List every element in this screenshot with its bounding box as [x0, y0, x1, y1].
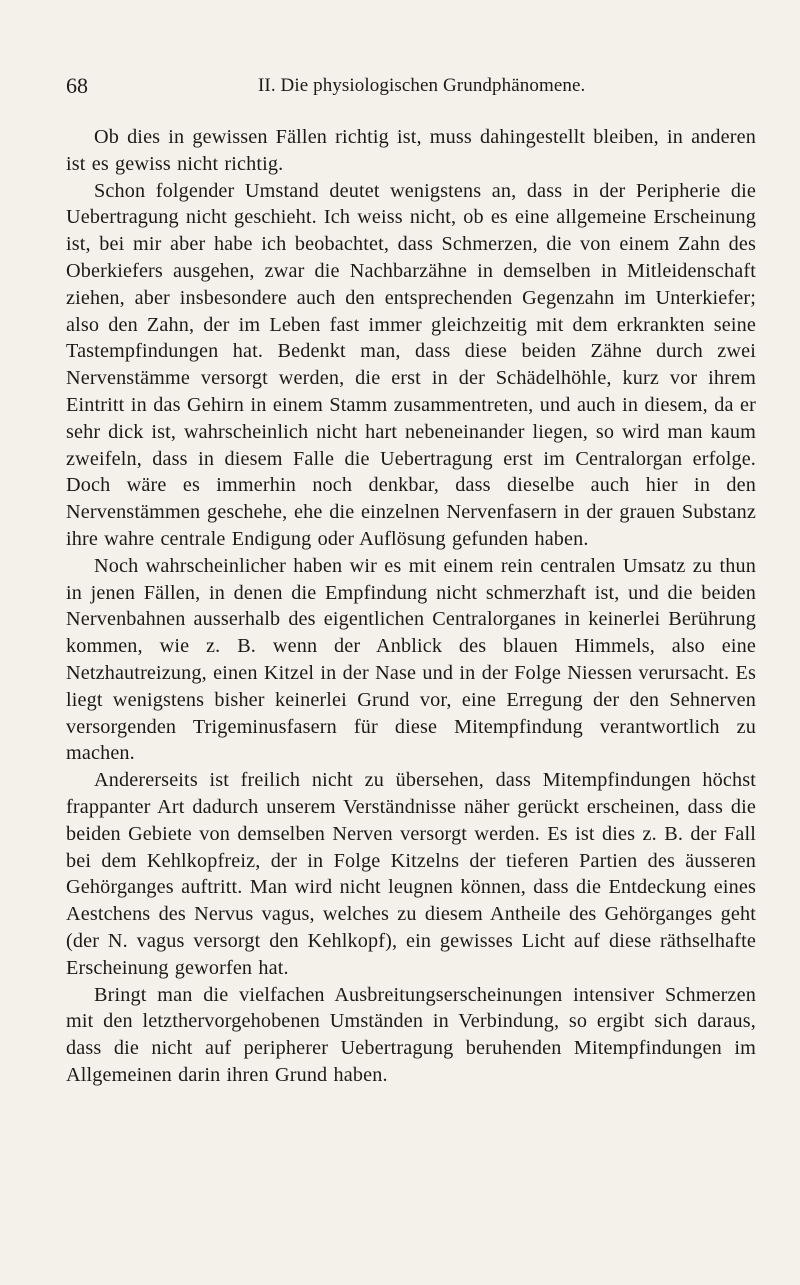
- body-text: [66, 124, 756, 1089]
- running-title: II. Die physiologischen Grundphänomene.: [258, 75, 586, 96]
- page-header: [66, 72, 756, 102]
- page-number: 68: [66, 73, 88, 98]
- paragraph-1: Ob dies in gewissen Fällen richtig ist, muss dahingestellt bleiben, in anderen ist es gewiss nicht richtig.: [66, 126, 756, 175]
- paragraph-3: Noch wahrscheinlicher haben wir es mit einem rein centralen Umsatz zu thun in jenen Fällen, in denen die Empfindung nicht schmerzhaft ist, und die beiden Nervenbahnen ausserhalb des eigentlichen Centralorganes in keinerlei Berührung kommen, wie z. B. wenn der Anblick des blauen Himmels, also eine Netzhautreizung, einen Kitzel in der Nase und in der Folge Niessen verursacht. Es liegt wenigstens bisher keinerlei Grund vor, eine Erregung der den Sehnerven versorgenden Trigeminusfasern für diese Mitempfindung verantwortlich zu machen.: [66, 554, 756, 765]
- paragraph-2: Schon folgender Umstand deutet wenigstens an, dass in der Peripherie die Uebertragung nicht geschieht. Ich weiss nicht, ob es eine allgemeine Erscheinung ist, bei mir aber habe ich beobachtet, dass Schmerzen, die von einem Zahn des Oberkiefers ausgehen, zwar die Nachbarzähne in demselben in Mitleidenschaft ziehen, aber insbesondere auch den entsprechenden Gegenzahn im Unterkiefer; also den Zahn, der im Leben fast immer gleichzeitig mit dem erkrankten seine Tastempfindungen hat. Bedenkt man, dass diese beiden Zähne durch zwei Nervenstämme versorgt werden, die erst in der Schädelhöhle, kurz vor ihrem Eintritt in das Gehirn in einem Stamm zusammentreten, und auch in diesem, da er sehr dick ist, wahrscheinlich nicht hart nebeneinander liegen, so wird man kaum zweifeln, dass in diesem Falle die Uebertragung erst im Centralorgan erfolge. Doch wäre es immerhin noch denkbar, dass dieselbe auch hier in den Nervenstämmen geschehe, ehe die einzelnen Nervenfasern in der grauen Substanz ihre wahre centrale Endigung oder Auflösung gefunden haben.: [66, 179, 756, 550]
- paragraph-5: Bringt man die vielfachen Ausbreitungserscheinungen intensiver Schmerzen mit den letzthervorgehobenen Umständen in Verbindung, so ergibt sich daraus, dass die nicht auf peripherer Uebertragung beruhenden Mitempfindungen im Allgemeinen darin ihren Grund haben.: [66, 983, 756, 1086]
- paragraph-4: Andererseits ist freilich nicht zu übersehen, dass Mitempfindungen höchst frappanter Art dadurch unserem Verständnisse näher gerückt erscheinen, dass die beiden Gebiete von demselben Nerven versorgt werden. Es ist dies z. B. der Fall bei dem Kehlkopfreiz, der in Folge Kitzelns der tieferen Partien des äusseren Gehörganges auftritt. Man wird nicht leugnen können, dass die Entdeckung eines Aestchens des Nervus vagus, welches zu diesem Antheile des Gehörganges geht (der N. vagus versorgt den Kehlkopf), ein gewisses Licht auf diese räthselhafte Erscheinung geworfen hat.: [66, 769, 756, 979]
